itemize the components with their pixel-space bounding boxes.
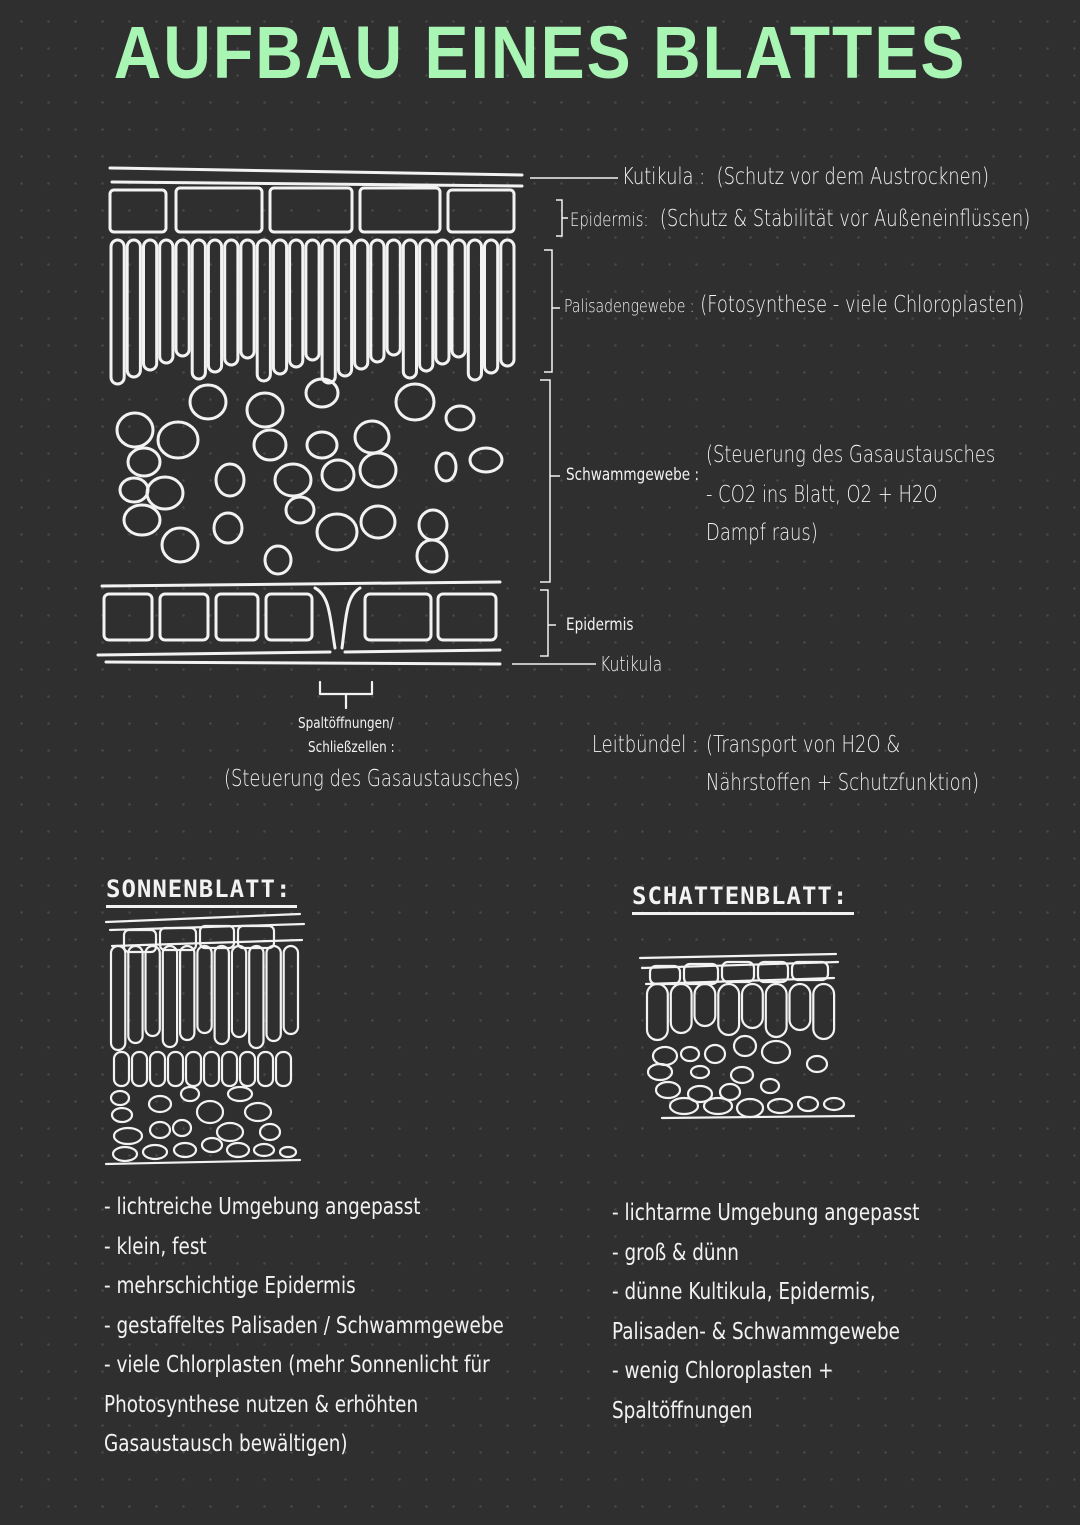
sonnenblatt-point: - mehrschichtige Epidermis: [104, 1273, 356, 1299]
palisade-cell-lower: [258, 1052, 273, 1086]
label-schliesszellen: Schließzellen :: [308, 738, 395, 756]
palisade-cell: [290, 240, 303, 367]
palisade-cell: [371, 240, 384, 362]
palisade-cell-lower: [276, 1052, 291, 1086]
sonnenblatt-point: - klein, fest: [104, 1233, 207, 1260]
spalt-desc: (Steuerung des Gasaustausches): [224, 766, 521, 792]
palisade-cell: [215, 946, 229, 1044]
palisade-cell: [249, 946, 263, 1048]
schattenblatt-heading: SCHATTENBLATT:: [632, 882, 849, 910]
schattenblatt-point: - lichtarme Umgebung angepasst: [612, 1200, 920, 1226]
palisade-cell: [485, 240, 498, 373]
label-leitbuendel: Leitbündel :: [592, 732, 699, 758]
palisade-cell-lower: [240, 1052, 255, 1086]
palisade-cell: [176, 240, 189, 356]
epidermis-top-cells: [110, 188, 514, 232]
palisade-cell: [420, 240, 433, 371]
palisade-cell: [111, 946, 125, 1050]
palisade-cell: [160, 240, 173, 363]
palisade-cell-lower: [114, 1052, 129, 1086]
palisade-cell: [273, 240, 286, 374]
palisade-cell: [128, 946, 142, 1043]
palisade-cell: [387, 240, 400, 355]
palisade-cell: [144, 240, 157, 370]
palisade-cell: [322, 240, 335, 383]
schwamm-desc-line-2: - CO2 ins Blatt, O2 + H2O: [706, 482, 938, 508]
label-epidermis-top: Epidermis: (Schutz & Stabilität vor Außeneinflüssen): [570, 206, 1031, 232]
sonnenblatt-point: - lichtreiche Umgebung angepasst: [104, 1194, 421, 1220]
schwamm-desc-line-1: (Steuerung des Gasaustausches: [706, 442, 996, 468]
schwamm-desc-line-3: Dampf raus): [706, 520, 818, 546]
stoma-bracket: [320, 682, 372, 708]
sonnenblatt-heading: SONNENBLATT:: [106, 875, 292, 903]
schattenblatt-drawing: [640, 954, 854, 1118]
palisade-cell: [267, 946, 281, 1041]
palisade-cell: [338, 240, 351, 376]
label-palisadengewebe: Palisadengewebe : (Fotosynthese - viele Chloroplasten): [564, 292, 1025, 318]
schattenblatt-points: [612, 1194, 972, 1431]
palisade-cell: [718, 984, 739, 1035]
label-kutikula-top: Kutikula : (Schutz vor dem Austrocknen): [622, 164, 990, 190]
page-title: AUFBAU EINES BLATTES: [113, 10, 967, 94]
schattenblatt-point: - dünne Kultikula, Epidermis, Palisaden- & Schwammgewebe: [612, 1279, 900, 1345]
palisade-cell: [766, 984, 787, 1037]
label-epidermis-bottom: Epidermis: [566, 615, 634, 635]
palisade-cell-lower: [168, 1052, 183, 1086]
palisade-cell: [127, 240, 140, 377]
label-kutikula-bottom: Kutikula: [600, 652, 663, 676]
spongy-cells: [117, 379, 502, 574]
epidermis-bottom-line-top: [102, 582, 500, 586]
palisade-cell: [452, 240, 465, 357]
cuticle-top-line-2: [112, 182, 522, 186]
palisade-cell-lower: [204, 1052, 219, 1086]
stoma-opening: [315, 588, 360, 648]
cuticle-top-line: [110, 168, 522, 175]
label-spaltoeffnungen: Spaltöffnungen/: [298, 714, 394, 732]
cuticle-bottom-line-2: [106, 662, 500, 664]
palisade-cell: [742, 984, 763, 1028]
palisade-cells: [111, 240, 514, 384]
palisade-cell: [306, 240, 319, 360]
palisade-cell: [355, 240, 368, 369]
palisade-cell: [197, 946, 211, 1033]
palisade-cell-lower: [132, 1052, 147, 1086]
palisade-cell-lower: [186, 1052, 201, 1086]
palisade-cell: [284, 946, 298, 1034]
palisade-cell: [647, 984, 668, 1040]
palisade-cell: [671, 984, 692, 1033]
leitbuendel-desc-line-1: (Transport von H2O &: [706, 732, 901, 758]
palisade-cell: [163, 946, 177, 1047]
palisade-cell: [790, 984, 811, 1030]
palisade-cell: [180, 946, 194, 1040]
label-leaders: [512, 178, 618, 664]
palisade-cell: [111, 240, 124, 384]
main-leaf-cross-section: [98, 168, 522, 708]
label-schwammgewebe: Schwammgewebe :: [566, 465, 700, 485]
leitbuendel-desc-line-2: Nährstoffen + Schutzfunktion): [706, 770, 979, 796]
sonnenblatt-points: [104, 1188, 520, 1465]
palisade-cell: [192, 240, 205, 379]
palisade-cell: [403, 240, 416, 378]
palisade-cell: [208, 240, 221, 372]
schattenblatt-point: - wenig Chloroplasten + Spaltöffnungen: [612, 1358, 834, 1424]
palisade-cell-lower: [222, 1052, 237, 1086]
sonnenblatt-point: - gestaffeltes Palisaden / Schwammgewebe: [104, 1312, 504, 1339]
palisade-cell: [501, 240, 514, 366]
palisade-cell: [436, 240, 449, 364]
schattenblatt-point: - groß & dünn: [612, 1239, 739, 1266]
sonnenblatt-point: - viele Chlorplasten (mehr Sonnenlicht für Photosynthese nutzen & erhöhten Gasaustausch bewältigen): [104, 1352, 490, 1457]
epidermis-bottom-cells: [104, 594, 496, 640]
palisade-cell: [257, 240, 270, 381]
palisade-cell-lower: [150, 1052, 165, 1086]
cuticle-bottom-line: [98, 650, 500, 655]
palisade-cell: [241, 240, 254, 358]
sonnenblatt-drawing: [106, 914, 304, 1164]
palisade-cell: [146, 946, 160, 1036]
palisade-cell: [813, 984, 834, 1039]
palisade-cell: [232, 946, 246, 1037]
palisade-cell: [468, 240, 481, 380]
palisade-cell: [695, 984, 716, 1026]
palisade-cell: [225, 240, 238, 365]
